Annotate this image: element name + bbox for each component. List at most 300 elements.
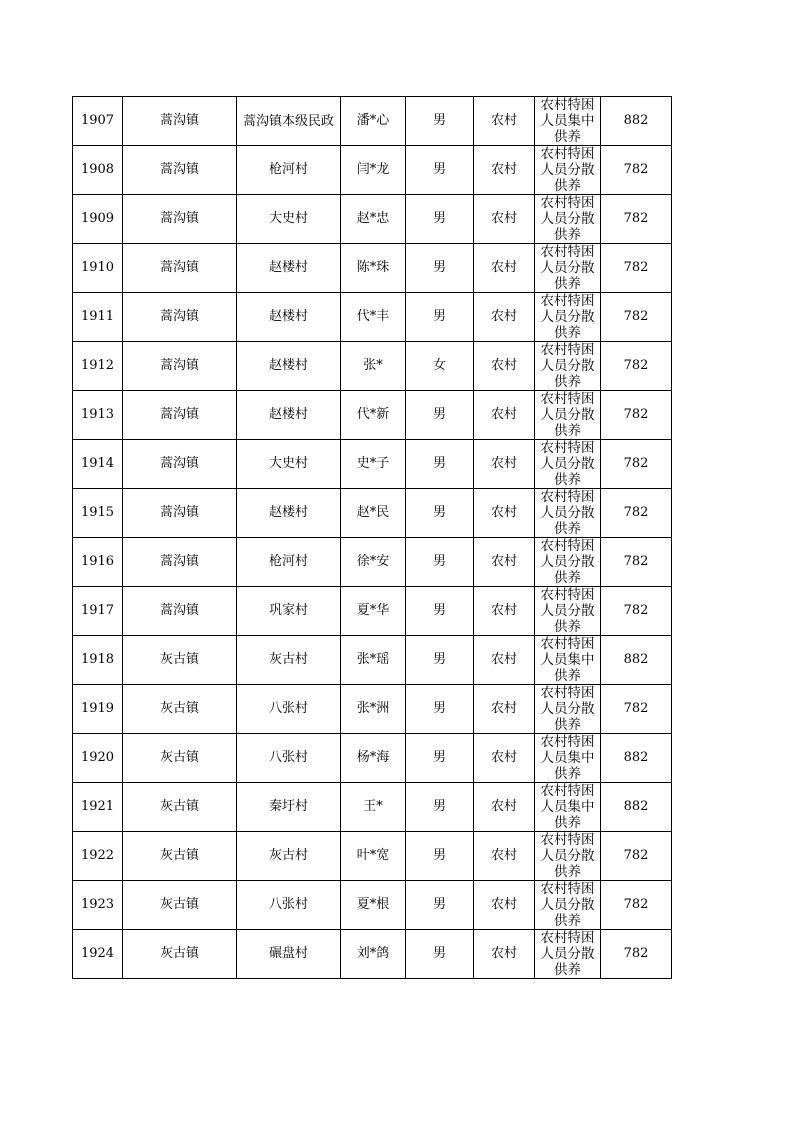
area-cell <box>474 342 535 391</box>
category-cell-text: 农村特困人员分散供养 <box>540 146 595 194</box>
gender-cell-text: 男 <box>432 603 446 618</box>
village-cell-text: 八张村 <box>268 897 308 912</box>
row-number-cell-text: 1918 <box>80 652 115 667</box>
town-cell <box>123 832 237 881</box>
amount-cell <box>601 587 672 636</box>
area-cell <box>474 587 535 636</box>
row-number-cell-text: 1910 <box>80 260 115 275</box>
amount-cell <box>601 685 672 734</box>
town-cell <box>123 489 237 538</box>
gender-cell <box>406 440 474 489</box>
name-cell-text: 张*瑶 <box>356 652 390 667</box>
category-cell <box>535 930 601 979</box>
table-row <box>73 489 672 538</box>
village-cell <box>237 881 341 930</box>
town-cell-text: 蒿沟镇 <box>159 162 199 177</box>
amount-cell-text: 782 <box>623 407 649 422</box>
gender-cell <box>406 244 474 293</box>
amount-cell <box>601 636 672 685</box>
town-cell-text: 蒿沟镇 <box>159 603 199 618</box>
area-cell-text: 农村 <box>490 897 517 912</box>
row-number-cell-text: 1919 <box>80 701 115 716</box>
category-cell <box>535 293 601 342</box>
row-number-cell <box>73 587 123 636</box>
name-cell <box>341 587 406 636</box>
name-cell-text: 代*新 <box>356 407 390 422</box>
town-cell-text: 蒿沟镇 <box>159 113 199 128</box>
town-cell <box>123 734 237 783</box>
name-cell-text: 潘*心 <box>356 113 390 128</box>
area-cell-text: 农村 <box>490 505 517 520</box>
gender-cell <box>406 832 474 881</box>
row-number-cell <box>73 636 123 685</box>
amount-cell <box>601 440 672 489</box>
village-cell <box>237 685 341 734</box>
amount-cell-text: 782 <box>623 946 649 961</box>
category-cell-text: 农村特困人员分散供养 <box>540 881 595 929</box>
row-number-cell-text: 1924 <box>80 946 115 961</box>
gender-cell <box>406 734 474 783</box>
category-cell <box>535 685 601 734</box>
area-cell <box>474 244 535 293</box>
village-cell <box>237 587 341 636</box>
gender-cell <box>406 587 474 636</box>
village-cell <box>237 391 341 440</box>
town-cell <box>123 587 237 636</box>
village-cell-text: 碾盘村 <box>268 946 308 961</box>
category-cell <box>535 342 601 391</box>
area-cell <box>474 636 535 685</box>
amount-cell-text: 882 <box>623 652 649 667</box>
table-row <box>73 881 672 930</box>
name-cell-text: 夏*华 <box>356 603 390 618</box>
amount-cell-text: 782 <box>623 701 649 716</box>
amount-cell-text: 782 <box>623 211 649 226</box>
category-cell <box>535 440 601 489</box>
amount-cell-text: 782 <box>623 897 649 912</box>
village-cell-text: 巩家村 <box>268 603 308 618</box>
row-number-cell <box>73 489 123 538</box>
town-cell-text: 灰古镇 <box>159 946 199 961</box>
area-cell <box>474 97 535 146</box>
row-number-cell <box>73 881 123 930</box>
gender-cell-text: 男 <box>432 456 446 471</box>
table-row <box>73 930 672 979</box>
name-cell <box>341 342 406 391</box>
relief-roster-table <box>72 96 672 979</box>
amount-cell <box>601 881 672 930</box>
gender-cell-text: 男 <box>432 946 446 961</box>
town-cell <box>123 636 237 685</box>
name-cell-text: 赵*民 <box>356 505 390 520</box>
gender-cell <box>406 636 474 685</box>
row-number-cell-text: 1914 <box>80 456 115 471</box>
table-row <box>73 685 672 734</box>
table-row <box>73 440 672 489</box>
village-cell <box>237 342 341 391</box>
table-row <box>73 97 672 146</box>
area-cell-text: 农村 <box>490 848 517 863</box>
town-cell <box>123 293 237 342</box>
row-number-cell <box>73 930 123 979</box>
category-cell <box>535 391 601 440</box>
town-cell-text: 蒿沟镇 <box>159 407 199 422</box>
name-cell <box>341 244 406 293</box>
town-cell <box>123 195 237 244</box>
row-number-cell <box>73 342 123 391</box>
name-cell <box>341 930 406 979</box>
row-number-cell <box>73 195 123 244</box>
name-cell <box>341 636 406 685</box>
amount-cell <box>601 783 672 832</box>
area-cell <box>474 293 535 342</box>
village-cell-text: 枪河村 <box>268 554 308 569</box>
name-cell <box>341 734 406 783</box>
table-row <box>73 293 672 342</box>
name-cell-text: 徐*安 <box>356 554 390 569</box>
table-row <box>73 195 672 244</box>
gender-cell-text: 男 <box>432 897 446 912</box>
amount-cell-text: 782 <box>623 358 649 373</box>
gender-cell-text: 男 <box>432 260 446 275</box>
table-row <box>73 391 672 440</box>
village-cell-text: 灰古村 <box>268 848 308 863</box>
area-cell-text: 农村 <box>490 260 517 275</box>
village-cell-text: 赵楼村 <box>268 407 308 422</box>
town-cell-text: 蒿沟镇 <box>159 260 199 275</box>
amount-cell <box>601 342 672 391</box>
name-cell <box>341 293 406 342</box>
town-cell <box>123 391 237 440</box>
area-cell-text: 农村 <box>490 211 517 226</box>
row-number-cell <box>73 146 123 195</box>
town-cell-text: 蒿沟镇 <box>159 358 199 373</box>
town-cell <box>123 342 237 391</box>
village-cell <box>237 440 341 489</box>
category-cell <box>535 244 601 293</box>
category-cell-text: 农村特困人员分散供养 <box>540 391 595 439</box>
name-cell <box>341 440 406 489</box>
gender-cell <box>406 293 474 342</box>
area-cell-text: 农村 <box>490 456 517 471</box>
village-cell-text: 赵楼村 <box>268 505 308 520</box>
village-cell-text: 赵楼村 <box>268 260 308 275</box>
amount-cell-text: 882 <box>623 113 649 128</box>
category-cell-text: 农村特困人员集中供养 <box>540 97 595 145</box>
area-cell <box>474 146 535 195</box>
amount-cell-text: 782 <box>623 260 649 275</box>
category-cell-text: 农村特困人员分散供养 <box>540 832 595 880</box>
name-cell-text: 张* <box>363 358 383 373</box>
village-cell-text: 秦圩村 <box>268 799 308 814</box>
gender-cell <box>406 146 474 195</box>
gender-cell <box>406 881 474 930</box>
name-cell-text: 赵*忠 <box>356 211 390 226</box>
row-number-cell <box>73 391 123 440</box>
gender-cell <box>406 930 474 979</box>
category-cell <box>535 489 601 538</box>
name-cell-text: 闫*龙 <box>356 162 390 177</box>
category-cell-text: 农村特困人员分散供养 <box>540 440 595 488</box>
amount-cell-text: 782 <box>623 162 649 177</box>
amount-cell-text: 782 <box>623 456 649 471</box>
town-cell-text: 灰古镇 <box>159 652 199 667</box>
row-number-cell-text: 1907 <box>80 113 115 128</box>
town-cell-text: 灰古镇 <box>159 897 199 912</box>
area-cell-text: 农村 <box>490 701 517 716</box>
town-cell <box>123 244 237 293</box>
category-cell-text: 农村特困人员分散供养 <box>540 244 595 292</box>
name-cell <box>341 146 406 195</box>
category-cell <box>535 783 601 832</box>
category-cell-text: 农村特困人员分散供养 <box>540 489 595 537</box>
category-cell <box>535 636 601 685</box>
row-number-cell <box>73 440 123 489</box>
table-row <box>73 636 672 685</box>
row-number-cell <box>73 832 123 881</box>
town-cell <box>123 97 237 146</box>
name-cell-text: 史*子 <box>356 456 390 471</box>
area-cell <box>474 881 535 930</box>
gender-cell-text: 男 <box>432 701 446 716</box>
area-cell-text: 农村 <box>490 750 517 765</box>
amount-cell <box>601 832 672 881</box>
category-cell <box>535 97 601 146</box>
name-cell-text: 叶*宽 <box>356 848 390 863</box>
gender-cell-text: 男 <box>432 211 446 226</box>
category-cell-text: 农村特困人员分散供养 <box>540 293 595 341</box>
category-cell-text: 农村特困人员分散供养 <box>540 538 595 586</box>
area-cell <box>474 685 535 734</box>
town-cell <box>123 440 237 489</box>
row-number-cell-text: 1923 <box>80 897 115 912</box>
area-cell <box>474 195 535 244</box>
gender-cell-text: 男 <box>432 407 446 422</box>
row-number-cell-text: 1911 <box>80 309 115 324</box>
village-cell <box>237 293 341 342</box>
town-cell <box>123 930 237 979</box>
row-number-cell-text: 1913 <box>80 407 115 422</box>
village-cell <box>237 244 341 293</box>
village-cell-text: 蒿沟镇本级民政 <box>242 113 334 129</box>
category-cell-text: 农村特困人员分散供养 <box>540 195 595 243</box>
category-cell <box>535 195 601 244</box>
name-cell-text: 代*丰 <box>356 309 390 324</box>
village-cell-text: 八张村 <box>268 750 308 765</box>
row-number-cell <box>73 244 123 293</box>
area-cell <box>474 489 535 538</box>
town-cell-text: 蒿沟镇 <box>159 456 199 471</box>
name-cell-text: 陈*珠 <box>356 260 390 275</box>
village-cell-text: 大史村 <box>268 456 308 471</box>
gender-cell-text: 男 <box>432 652 446 667</box>
village-cell-text: 大史村 <box>268 211 308 226</box>
category-cell <box>535 146 601 195</box>
name-cell <box>341 881 406 930</box>
amount-cell <box>601 97 672 146</box>
row-number-cell <box>73 783 123 832</box>
gender-cell <box>406 538 474 587</box>
town-cell <box>123 881 237 930</box>
area-cell-text: 农村 <box>490 162 517 177</box>
row-number-cell-text: 1921 <box>80 799 115 814</box>
town-cell-text: 灰古镇 <box>159 750 199 765</box>
village-cell <box>237 195 341 244</box>
gender-cell <box>406 342 474 391</box>
row-number-cell <box>73 685 123 734</box>
table-row <box>73 734 672 783</box>
area-cell-text: 农村 <box>490 946 517 961</box>
name-cell-text: 杨*海 <box>356 750 390 765</box>
category-cell-text: 农村特困人员分散供养 <box>540 685 595 733</box>
village-cell <box>237 930 341 979</box>
amount-cell-text: 782 <box>623 554 649 569</box>
row-number-cell-text: 1908 <box>80 162 115 177</box>
gender-cell-text: 男 <box>432 554 446 569</box>
area-cell <box>474 783 535 832</box>
category-cell-text: 农村特困人员集中供养 <box>540 636 595 684</box>
table-row <box>73 342 672 391</box>
area-cell-text: 农村 <box>490 113 517 128</box>
name-cell-text: 张*洲 <box>356 701 390 716</box>
table-row <box>73 783 672 832</box>
amount-cell <box>601 734 672 783</box>
amount-cell <box>601 391 672 440</box>
row-number-cell <box>73 293 123 342</box>
category-cell-text: 农村特困人员集中供养 <box>540 783 595 831</box>
area-cell-text: 农村 <box>490 358 517 373</box>
area-cell <box>474 930 535 979</box>
name-cell <box>341 538 406 587</box>
table-row <box>73 146 672 195</box>
village-cell <box>237 538 341 587</box>
row-number-cell <box>73 97 123 146</box>
gender-cell-text: 男 <box>432 505 446 520</box>
category-cell <box>535 538 601 587</box>
village-cell <box>237 832 341 881</box>
name-cell-text: 王* <box>363 799 383 814</box>
gender-cell <box>406 685 474 734</box>
area-cell <box>474 538 535 587</box>
town-cell-text: 蒿沟镇 <box>159 309 199 324</box>
row-number-cell-text: 1922 <box>80 848 115 863</box>
gender-cell <box>406 391 474 440</box>
category-cell-text: 农村特困人员分散供养 <box>540 587 595 635</box>
name-cell <box>341 832 406 881</box>
category-cell-text: 农村特困人员分散供养 <box>540 930 595 978</box>
table-row <box>73 538 672 587</box>
gender-cell-text: 男 <box>432 113 446 128</box>
row-number-cell-text: 1915 <box>80 505 115 520</box>
town-cell-text: 灰古镇 <box>159 799 199 814</box>
table-row <box>73 587 672 636</box>
town-cell <box>123 685 237 734</box>
town-cell <box>123 538 237 587</box>
gender-cell <box>406 783 474 832</box>
village-cell <box>237 636 341 685</box>
area-cell-text: 农村 <box>490 799 517 814</box>
category-cell <box>535 587 601 636</box>
town-cell-text: 灰古镇 <box>159 848 199 863</box>
area-cell <box>474 391 535 440</box>
table-row <box>73 244 672 293</box>
amount-cell-text: 882 <box>623 799 649 814</box>
town-cell <box>123 146 237 195</box>
village-cell-text: 赵楼村 <box>268 309 308 324</box>
amount-cell-text: 782 <box>623 505 649 520</box>
town-cell <box>123 783 237 832</box>
gender-cell-text: 男 <box>432 750 446 765</box>
amount-cell <box>601 538 672 587</box>
village-cell <box>237 783 341 832</box>
name-cell-text: 刘*鸽 <box>356 946 390 961</box>
row-number-cell-text: 1912 <box>80 358 115 373</box>
name-cell <box>341 195 406 244</box>
village-cell <box>237 734 341 783</box>
amount-cell <box>601 195 672 244</box>
area-cell-text: 农村 <box>490 309 517 324</box>
area-cell <box>474 440 535 489</box>
area-cell <box>474 832 535 881</box>
category-cell-text: 农村特困人员分散供养 <box>540 342 595 390</box>
category-cell <box>535 734 601 783</box>
village-cell-text: 八张村 <box>268 701 308 716</box>
amount-cell <box>601 930 672 979</box>
table-body <box>73 97 672 979</box>
town-cell-text: 蒿沟镇 <box>159 554 199 569</box>
gender-cell-text: 男 <box>432 309 446 324</box>
gender-cell <box>406 489 474 538</box>
area-cell <box>474 734 535 783</box>
row-number-cell <box>73 734 123 783</box>
village-cell <box>237 489 341 538</box>
name-cell <box>341 783 406 832</box>
amount-cell <box>601 489 672 538</box>
row-number-cell-text: 1920 <box>80 750 115 765</box>
village-cell-text: 枪河村 <box>268 162 308 177</box>
amount-cell-text: 782 <box>623 309 649 324</box>
area-cell-text: 农村 <box>490 603 517 618</box>
gender-cell-text: 女 <box>432 358 446 373</box>
gender-cell-text: 男 <box>432 162 446 177</box>
amount-cell <box>601 293 672 342</box>
row-number-cell <box>73 538 123 587</box>
town-cell-text: 灰古镇 <box>159 701 199 716</box>
row-number-cell-text: 1916 <box>80 554 115 569</box>
area-cell-text: 农村 <box>490 652 517 667</box>
town-cell-text: 蒿沟镇 <box>159 505 199 520</box>
category-cell <box>535 832 601 881</box>
name-cell <box>341 391 406 440</box>
gender-cell <box>406 97 474 146</box>
category-cell <box>535 881 601 930</box>
row-number-cell-text: 1909 <box>80 211 115 226</box>
area-cell-text: 农村 <box>490 407 517 422</box>
village-cell-text: 赵楼村 <box>268 358 308 373</box>
gender-cell-text: 男 <box>432 848 446 863</box>
amount-cell <box>601 244 672 293</box>
amount-cell-text: 782 <box>623 848 649 863</box>
category-cell-text: 农村特困人员集中供养 <box>540 734 595 782</box>
area-cell-text: 农村 <box>490 554 517 569</box>
amount-cell <box>601 146 672 195</box>
name-cell-text: 夏*根 <box>356 897 390 912</box>
gender-cell <box>406 195 474 244</box>
row-number-cell-text: 1917 <box>80 603 115 618</box>
village-cell <box>237 97 341 146</box>
village-cell <box>237 146 341 195</box>
village-cell-text: 灰古村 <box>268 652 308 667</box>
